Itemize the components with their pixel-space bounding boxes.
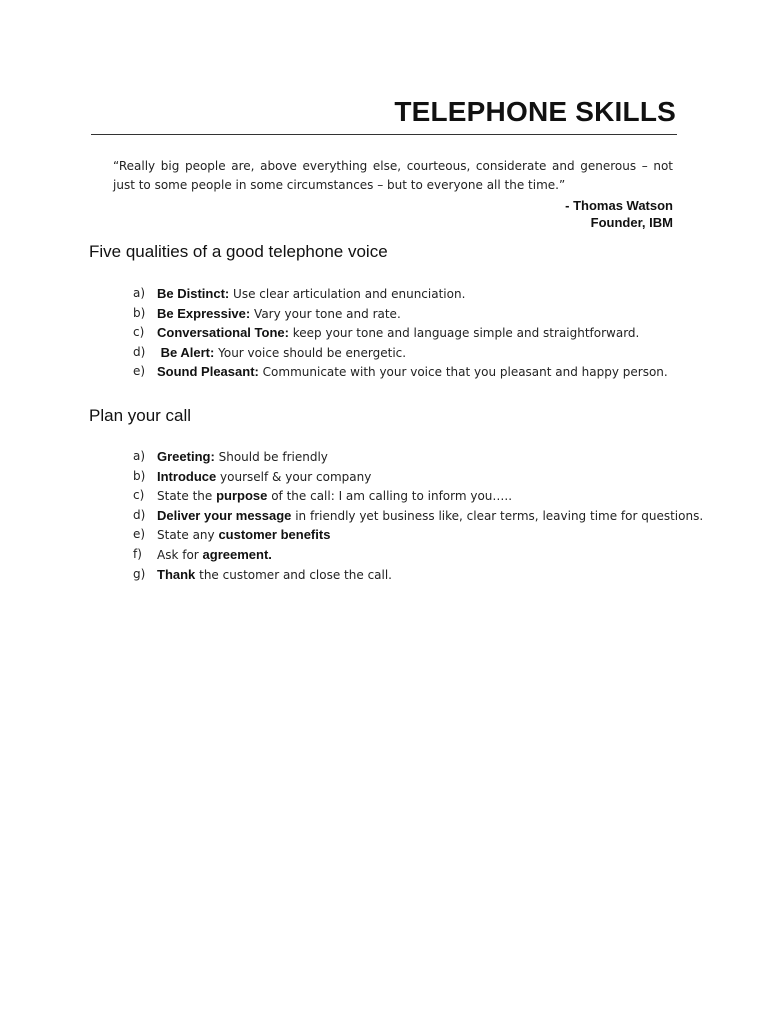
list-item-bold-text: Conversational Tone: [157,325,289,341]
list-item [133,506,704,526]
list-marker: e) [133,364,146,379]
list-item [133,545,693,565]
list-item [133,447,693,467]
list-item [133,565,693,585]
list-item [133,362,693,382]
list-marker: d) [133,344,146,359]
list-marker: c) [133,325,145,340]
list-item-text [157,506,703,527]
list-item-plain-text: Use clear articulation and enunciation. [229,287,466,301]
list-item-text [157,362,668,383]
list-item-text [157,447,328,468]
list-item [133,525,693,545]
list-marker: b) [133,468,146,483]
list-item-text [157,545,272,566]
list-item-text [157,467,371,488]
list-item [133,304,693,324]
list-item-plain-text: Your voice should be energetic. [214,345,407,360]
list-item [133,486,693,506]
list-item-bold-text: agreement. [202,546,272,562]
list-item-text [157,486,512,507]
list-item-plain-text: Ask for [157,547,203,562]
list-item-plain-text: Vary your tone and rate. [250,306,401,321]
list-item [133,323,693,343]
list-item-bold-text: Be Alert: [157,344,215,360]
list-item-plain-text: of the call: I am calling to inform you….. [267,489,513,504]
list-item-bold-text: purpose [216,488,268,504]
list-marker: f) [133,546,142,561]
list-item-bold-text: Introduce [157,468,217,484]
quote-author-role: Founder, IBM [590,215,673,230]
list-item-plain-text: State any [157,528,219,543]
list-item-text [157,343,406,364]
list-item-plain-text: Should be friendly [214,450,328,464]
list-item-text [157,323,639,344]
list-item-bold-text: Be Expressive: [157,305,251,321]
list-item-plain-text: in friendly yet business like, clear terms, leaving time for questions. [291,508,704,523]
list-item-text [157,284,465,305]
list-marker: g) [133,566,146,581]
list-item-text [157,525,330,546]
quote-author: - Thomas Watson [565,198,673,213]
section-heading-plan-call: Plan your call [89,406,192,425]
list-marker: a) [133,286,146,300]
list-item-bold-text: Deliver your message [157,507,292,523]
list-item-plain-text: keep your tone and language simple and straightforward. [288,326,640,341]
list-item-text [157,304,401,325]
list-item-bold-text: Thank [157,566,196,582]
list-marker: b) [133,305,146,320]
list-item-bold-text: Greeting: [157,449,215,464]
list-item-plain-text: Communicate with your voice that you pleasant and happy person. [258,365,668,380]
section-heading-voice-qualities: Five qualities of a good telephone voice [89,242,388,261]
list-item-plain-text: yourself & your company [216,469,372,484]
plan-call-list [133,447,704,584]
page-title: TELEPHONE SKILLS [394,96,676,127]
list-marker: d) [133,507,146,522]
list-item-bold-text: customer benefits [218,527,331,543]
list-item [133,343,693,363]
list-item [133,467,693,487]
list-marker: e) [133,527,146,542]
list-item-bold-text: Be Distinct: [157,286,230,301]
list-marker: a) [133,449,146,463]
quote-text: “Really big people are, above everything else, courteous, considerate and generous – not just to some people in some circumstances – but to everyone all the time.” [113,159,673,192]
list-item-plain-text: the customer and close the call. [195,567,392,582]
voice-qualities-list [133,284,693,382]
quote-attribution [565,197,673,231]
title-underline [91,134,677,135]
list-item-bold-text: Sound Pleasant: [157,364,259,380]
list-marker: c) [133,488,145,503]
list-item [133,284,693,304]
list-item-text [157,565,392,586]
list-item-plain-text: State the [157,489,217,504]
